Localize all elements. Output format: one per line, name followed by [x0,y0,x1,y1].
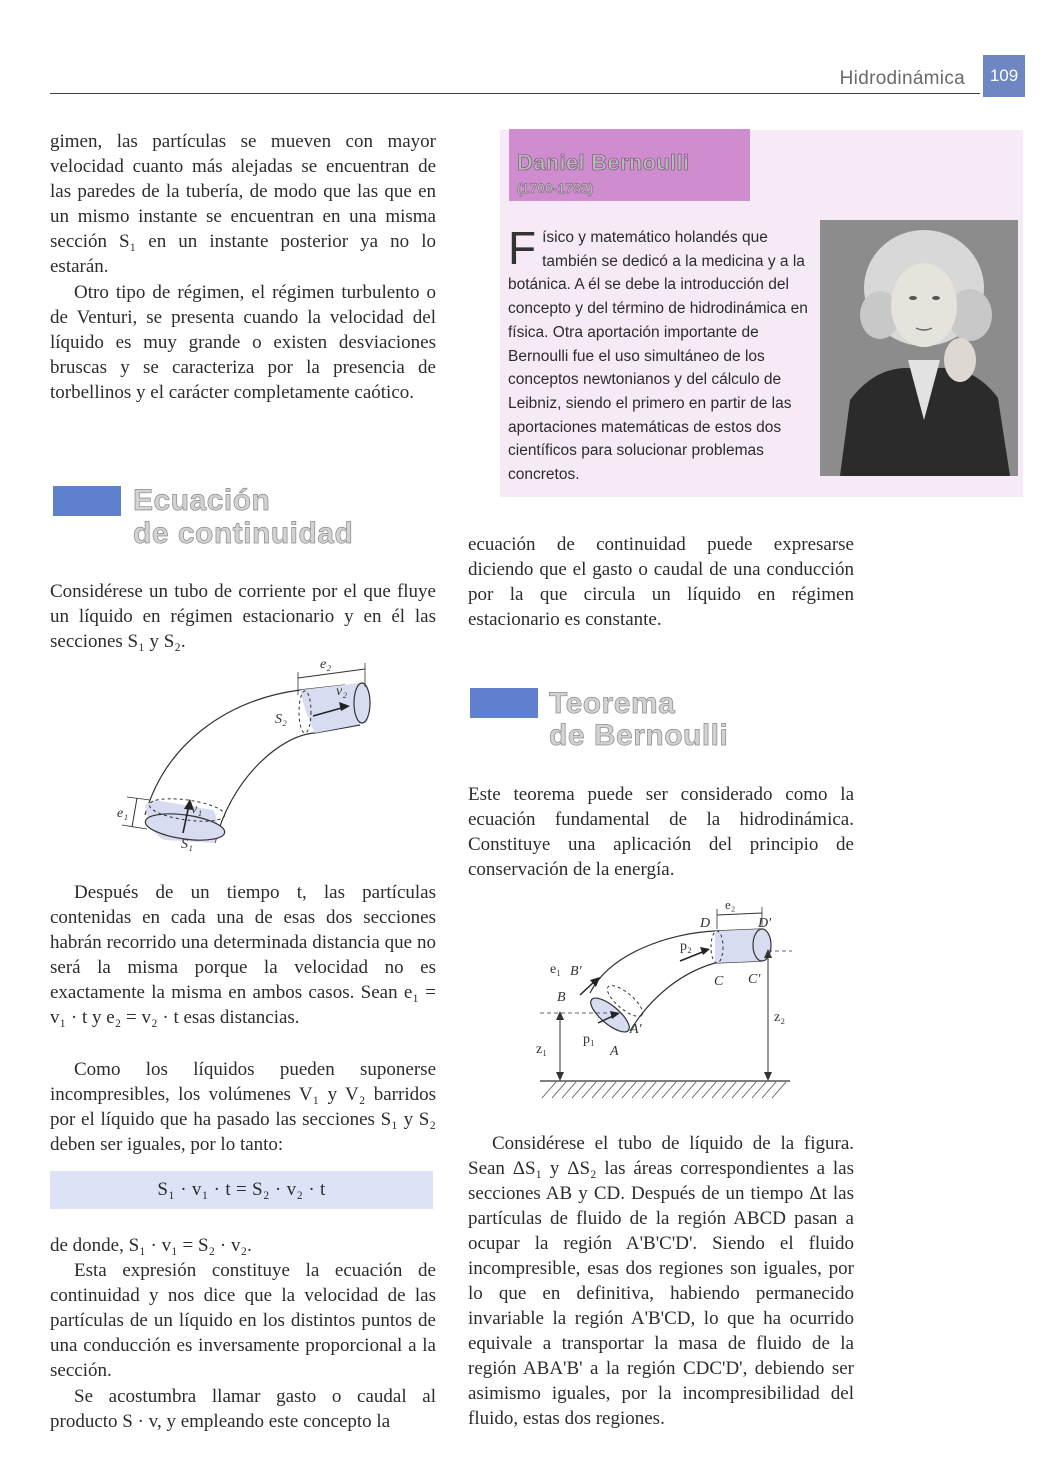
bio-drop-cap: F [508,222,537,274]
fig1-label-v2: v₂ [336,684,348,699]
page-number: 109 [983,55,1025,97]
figure-continuity-tube [105,655,395,870]
left-paragraph-4: Después de un tiempo t, las partículas contenidas en cada una de esas dos secciones habrán recorrido una determinada distancia que no será la misma porque la velocidad no es exactamente la misma en ambos casos. Sean e₁ = v₁ · t y e₂ = v₂ · t esas distancias. [50,882,436,1028]
fig2-label-D: D [700,916,711,931]
fig1-label-e1: e₁ [117,806,129,821]
header-rule [50,93,980,94]
fig2-label-e2: e₂ [725,897,736,912]
fig2-label-B: B [557,990,566,1005]
fig1-label-v1: v₁ [191,802,203,817]
fig2-label-A: A [610,1044,619,1059]
right-paragraph-1: ecuación de continuidad puede expresarse diciendo que el gasto o caudal de una conducción por la que circula un líquido en régimen estacionario es constante. [468,534,854,630]
section-1-title-line1: Ecuación [133,484,271,517]
fig2-label-Ap: A' [630,1022,642,1037]
continuity-equation-box: S₁ · v₁ · t = S₂ · v₂ · t [50,1171,433,1209]
fig2-label-C: C [714,974,724,989]
fig2-label-Bp: B' [570,964,582,979]
fig1-label-S2: S₂ [275,712,287,727]
left-paragraph-8: Se acostumbra llamar gasto o caudal al producto S · v, y empleando este concepto la [50,1386,436,1432]
bio-text [508,222,808,487]
section-2-bar [470,688,538,718]
bio-text-body: ísico y matemático holandés que también se dedicó a la medicina y a la botánica. A él se debe la introducción del concepto y del término de hidrodinámica en física. Otra aportación importante de Bernoulli fue el uso simultáneo de los conceptos newtonianos y del cálculo de Leibniz, siendo el primero en partir de las aportaciones matemáticas de estos dos científicos para solucionar problemas concretos. [508,229,808,484]
bio-dates: (1700-1782) [517,180,594,196]
left-paragraph-3: Considérese un tubo de corriente por el que fluye un líquido en régimen estacionario y en él las secciones S₁ y S₂. [50,581,436,652]
left-paragraph-1: gimen, las partículas se mueven con mayor velocidad cuanto más alejadas se encuentran de las paredes de la tubería, de modo que las que en un mismo instante se encuentran en una misma sección S₁ en un instante posterior ya no lo estarán. [50,131,436,277]
fig1-label-e2: e₂ [320,657,332,672]
left-paragraph-6: de donde, S₁ · v₁ = S₂ · v₂. [50,1235,252,1256]
section-2-title-line2: de Bernoulli [549,719,729,752]
fig2-label-Dp: D' [758,916,772,931]
running-head: Hidrodinámica [839,68,965,89]
section-2-title-line1: Teorema [549,687,676,720]
left-paragraph-7: Esta expresión constituye la ecuación de continuidad y nos dice que la velocidad de las partículas de un líquido en los distintos puntos de una conducción es inversamente proporcional a la sección. [50,1260,436,1381]
right-paragraph-3: Considérese el tubo de líquido de la figura. Sean ΔS₁ y ΔS₂ las áreas correspondientes a las secciones AB y CD. Después de un tiempo Δt las partículas de fluido de la región ABCD pasan a ocupar la región A'B'C'D'. Siendo el fluido incompresible, esas dos regiones son iguales, por lo que en definitiva, habiendo permanecido invariable la región A'B'CD, lo que ha ocurrido equivale a transportar la masa de fluido de la región ABA'B' a la región CDC'D', debiendo ser asimismo iguales, por la incompresibilidad del fluido, estas dos regiones. [468,1133,854,1429]
fig2-label-z2: z₂ [774,1010,786,1025]
bio-name: Daniel Bernoulli [517,150,690,175]
right-paragraph-2: Este teorema puede ser considerado como la ecuación fundamental de la hidrodinámica. Constituye una aplicación del principio de conservación de la energía. [468,784,854,880]
bernoulli-portrait-image [820,220,1018,476]
left-paragraph-5: Como los líquidos pueden suponerse incompresibles, los volúmenes V₁ y V₂ barridos por el líquido que ha pasado las secciones S₁ y S₂ deben ser iguales, por lo tanto: [50,1059,436,1155]
left-paragraph-2: Otro tipo de régimen, el régimen turbulento o de Venturi, se presenta cuando la velocidad del líquido es muy grande o existen desviaciones bruscas y se caracteriza por la presencia de torbellinos y el carácter completamente caótico. [50,282,436,403]
fig2-label-e1: e₁ [550,962,562,977]
fig1-label-S1: S₁ [181,837,193,852]
fig2-label-z1: z₁ [536,1042,548,1057]
fig2-label-p1: p₁ [583,1032,595,1047]
section-1-title-line2: de continuidad [133,517,354,550]
section-1-bar [53,486,121,516]
fig2-label-Cp: C' [748,972,761,987]
fig2-label-p2: p₂ [680,939,692,954]
figure-bernoulli-tube [530,893,800,1113]
